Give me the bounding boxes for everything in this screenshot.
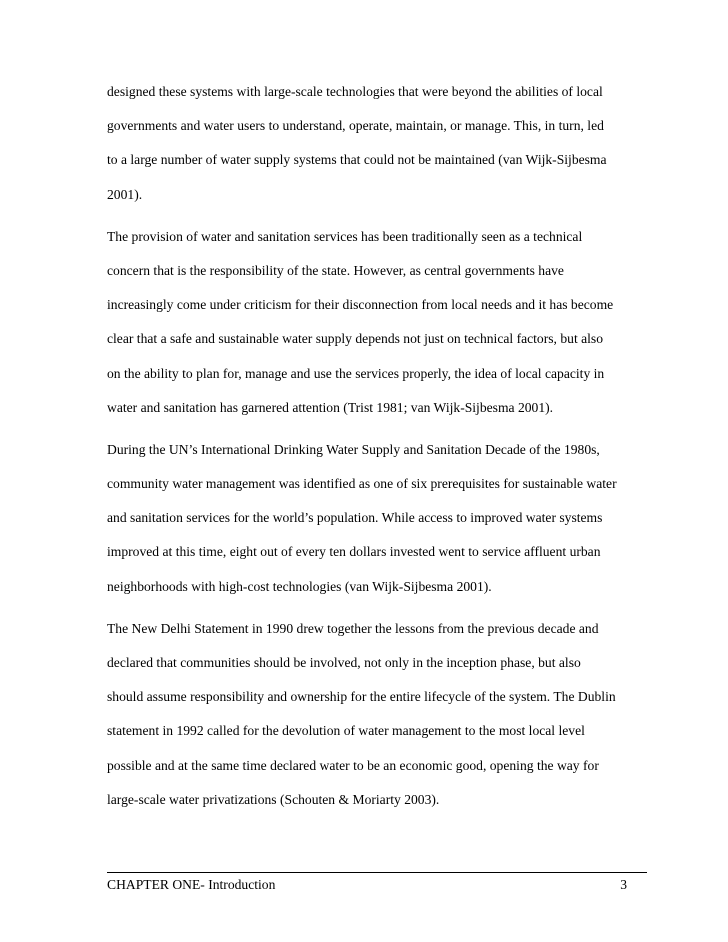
text-line: statement in 1992 called for the devolution of water management to the most local level	[107, 723, 585, 739]
text-line: governments and water users to understand, operate, maintain, or manage. This, in turn, led	[107, 118, 604, 134]
document-body	[107, 82, 647, 824]
text-line: on the ability to plan for, manage and use the services properly, the idea of local capacity in	[107, 365, 605, 381]
text-line: improved at this time, eight out of every ten dollars invested went to service affluent urban	[107, 544, 601, 560]
footer-chapter-title: CHAPTER ONE- Introduction	[107, 877, 276, 892]
text-line: clear that a safe and sustainable water supply depends not just on technical factors, but also	[107, 331, 604, 347]
paragraph-1	[107, 82, 647, 219]
text-line: community water management was identified as one of six prerequisites for sustainable water	[107, 476, 617, 492]
page-number: 3	[620, 877, 627, 892]
text-line: large-scale water privatizations (Schouten & Moriarty 2003).	[107, 791, 440, 807]
text-line: neighborhoods with high-cost technologies (van Wijk-Sijbesma 2001).	[107, 578, 492, 594]
paragraph-3	[107, 440, 647, 611]
text-line: and sanitation services for the world’s population. While access to improved water systems	[107, 510, 603, 526]
text-line: declared that communities should be involved, not only in the inception phase, but also	[107, 655, 581, 670]
paragraph-4	[107, 619, 647, 824]
text-line: water and sanitation has garnered attention (Trist 1981; van Wijk-Sijbesma 2001).	[107, 399, 554, 415]
text-line: concern that is the responsibility of the state. However, as central governments have	[107, 262, 564, 278]
text-line: 2001).	[107, 186, 143, 202]
text-line: should assume responsibility and ownership for the entire lifecycle of the system. The Dublin	[107, 689, 616, 705]
text-line: designed these systems with large-scale technologies that were beyond the abilities of local	[107, 84, 603, 99]
paragraph-2	[107, 227, 647, 432]
text-line: The provision of water and sanitation services has been traditionally seen as a technical	[107, 228, 583, 244]
text-line: to a large number of water supply systems that could not be maintained (van Wijk-Sijbesma	[107, 152, 607, 168]
text-line: possible and at the same time declared water to be an economic good, opening the way for	[107, 757, 599, 773]
page-footer	[107, 872, 647, 893]
text-line: During the UN’s International Drinking Water Supply and Sanitation Decade of the 1980s,	[107, 441, 600, 457]
text-line: increasingly come under criticism for their disconnection from local needs and it has become	[107, 297, 614, 313]
text-line: The New Delhi Statement in 1990 drew together the lessons from the previous decade and	[107, 620, 599, 636]
